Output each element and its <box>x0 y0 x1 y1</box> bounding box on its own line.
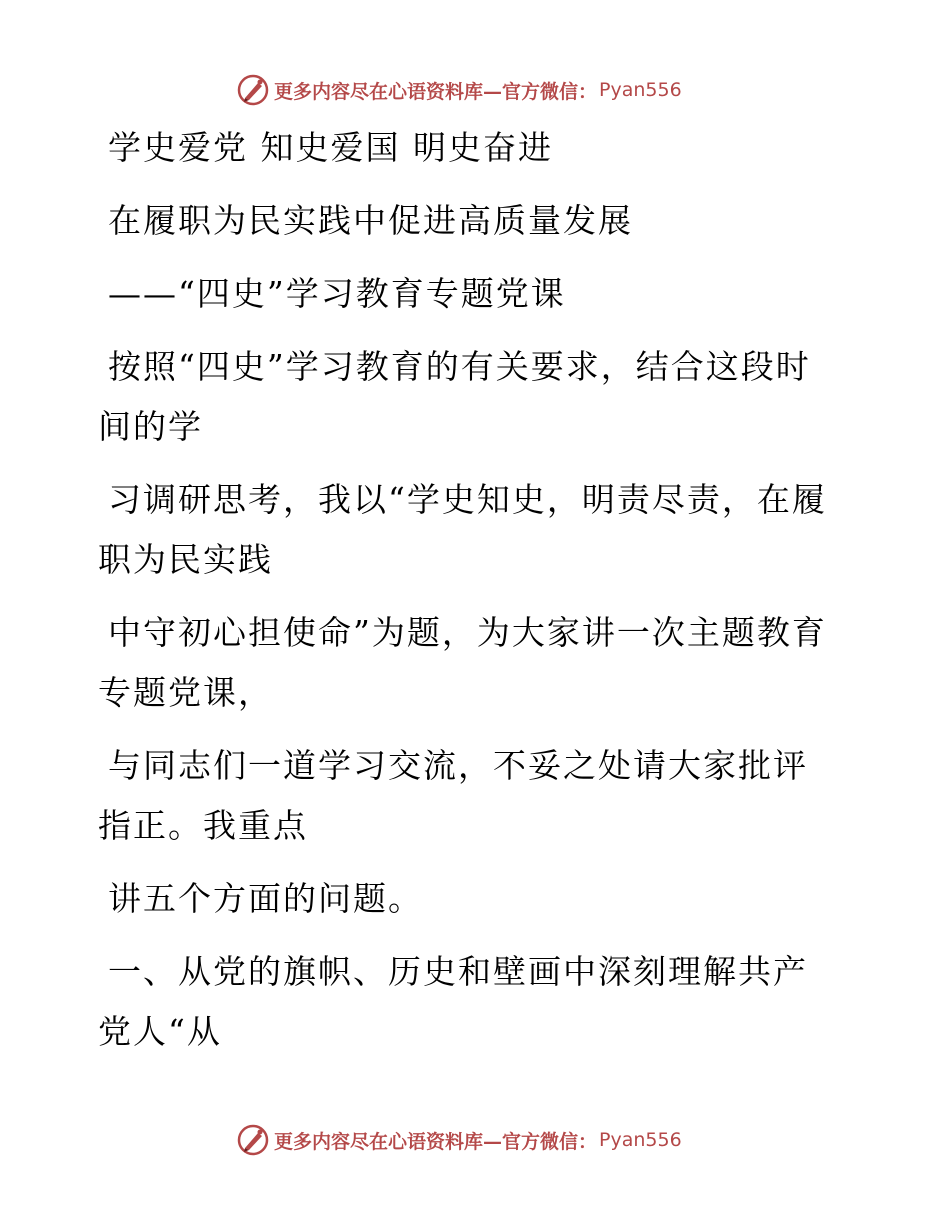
header-banner <box>236 72 682 108</box>
section-heading-1: 一、从党的旗帜、历史和壁画中深刻理解共产党人“从 <box>98 952 808 1051</box>
red-pen-circle-logo-icon <box>236 73 270 107</box>
document-body <box>98 118 838 1075</box>
footer-banner <box>236 1122 682 1158</box>
document-title-line-1: 学史爱党 知史爱国 明史奋进 <box>108 128 553 167</box>
banner-text: 更多内容尽在心语资料库—官方微信： <box>274 1130 598 1153</box>
paragraph: 中守初心担使命”为题，为大家讲一次主题教育专题党课， <box>98 613 827 712</box>
red-pen-circle-logo-icon <box>236 1123 270 1157</box>
document-subtitle: ——“四史”学习教育专题党课 <box>108 274 566 313</box>
paragraph: 与同志们一道学习交流，不妥之处请大家批评指正。我重点 <box>98 746 808 845</box>
banner-wechat-id: Pyan556 <box>599 79 682 101</box>
banner-wechat-id: Pyan556 <box>599 1129 682 1151</box>
banner-text: 更多内容尽在心语资料库—官方微信： <box>274 80 598 103</box>
paragraph: 按照“四史”学习教育的有关要求，结合这段时间的学 <box>98 347 811 446</box>
paragraph: 讲五个方面的问题。 <box>108 879 423 918</box>
document-title-line-2: 在履职为民实践中促进高质量发展 <box>108 201 633 240</box>
paragraph: 习调研思考，我以“学史知史，明责尽责，在履职为民实践 <box>98 480 827 579</box>
